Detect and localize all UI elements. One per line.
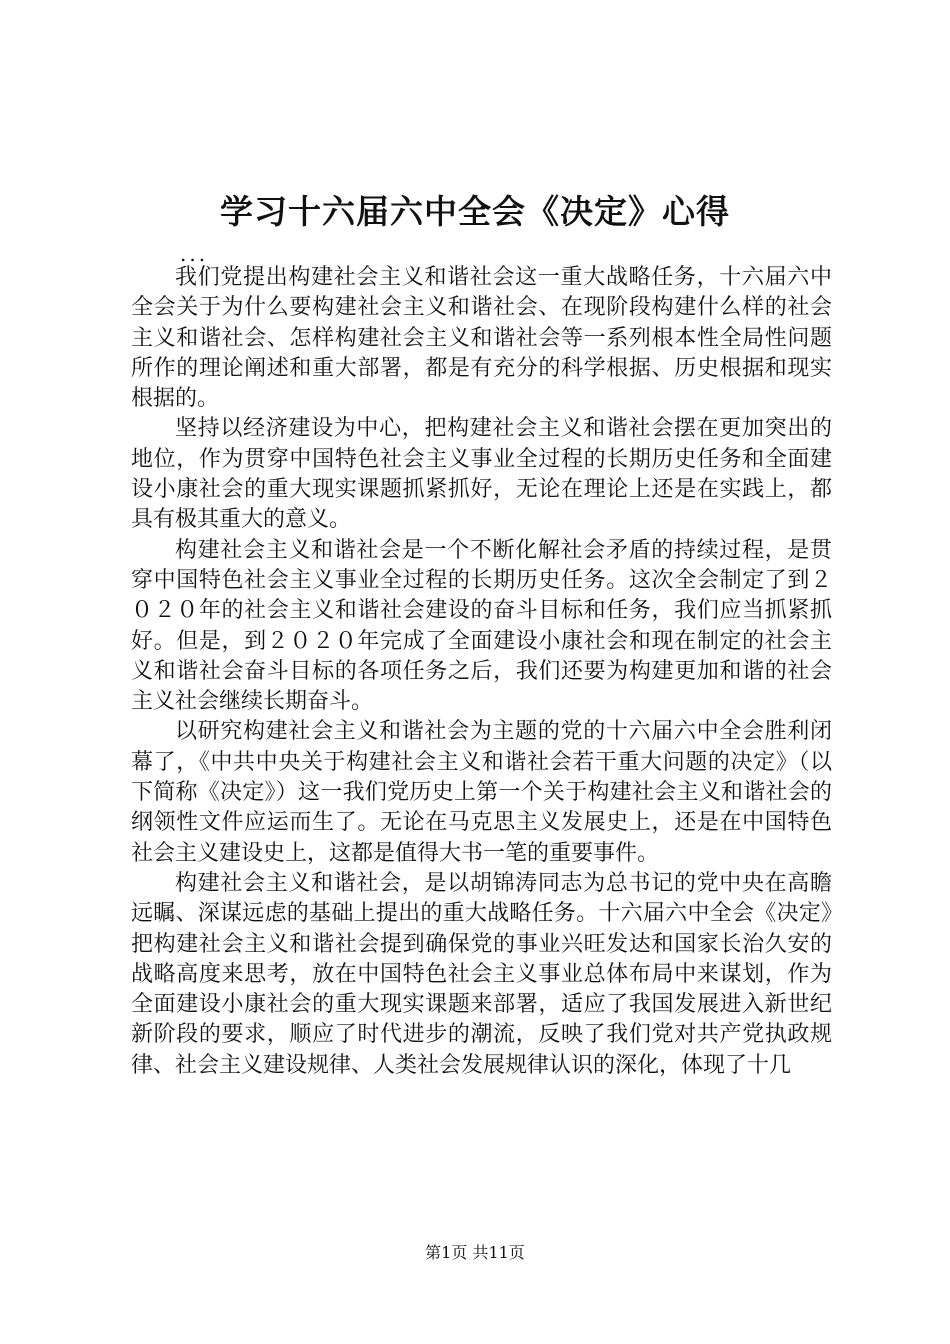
ellipsis-marker: ... [180, 242, 209, 266]
paragraph: 构建社会主义和谐社会，是以胡锦涛同志为总书记的党中央在高瞻远瞩、深谋远虑的基础上提出的重大战略任务。十六届六中全会《决定》把构建社会主义和谐社会提到确保党的事业兴旺发达和国家长治久安的战略高度来思考，放在中国特色社会主义事业总体布局中来谋划，作为全面建设小康社会的重大现实课题来部署，适应了我国发展进入新世纪新阶段的要求，顺应了时代进步的潮流，反映了我们党对共产党执政规律、社会主义建设规律、人类社会发展规律认识的深化，体现了十几 [131, 870, 832, 1078]
paragraph: 坚持以经济建设为中心，把构建社会主义和谐社会摆在更加突出的地位，作为贯穿中国特色社会主义事业全过程的长期历史任务和全面建设小康社会的重大现实课题抓紧抓好，无论在理论上还是在实践上，都具有极其重大的意义。 [131, 416, 832, 533]
document-title: 学习十六届六中全会《决定》心得 [220, 192, 730, 231]
document-body [131, 263, 832, 1081]
paragraph: 构建社会主义和谐社会是一个不断化解社会矛盾的持续过程，是贯穿中国特色社会主义事业全过程的长期历史任务。这次全会制定了到２０２０年的社会主义和谐社会建设的奋斗目标和任务，我们应当抓紧抓好。但是，到２０２０年完成了全面建设小康社会和现在制定的社会主义和谐社会奋斗目标的各项任务之后，我们还要为构建更加和谐的社会主义社会继续长期奋斗。 [131, 537, 832, 715]
paragraph: 以研究构建社会主义和谐社会为主题的党的十六届六中全会胜利闭幕了，《中共中央关于构建社会主义和谐社会若干重大问题的决定》（以下简称《决定》）这一我们党历史上第一个关于构建社会主义和谐社会的纲领性文件应运而生了。无论在马克思主义发展史上，还是在中国特色社会主义建设史上，这都是值得大书一笔的重要事件。 [131, 719, 832, 866]
paragraph: 我们党提出构建社会主义和谐社会这一重大战略任务，十六届六中全会关于为什么要构建社会主义和谐社会、在现阶段构建什么样的社会主义和谐社会、怎样构建社会主义和谐社会等一系列根本性全局性问题所作的理论阐述和重大部署，都是有充分的科学根据、历史根据和现实根据的。 [131, 265, 832, 412]
page-footer: 第1页 共11页 [425, 1243, 525, 1262]
